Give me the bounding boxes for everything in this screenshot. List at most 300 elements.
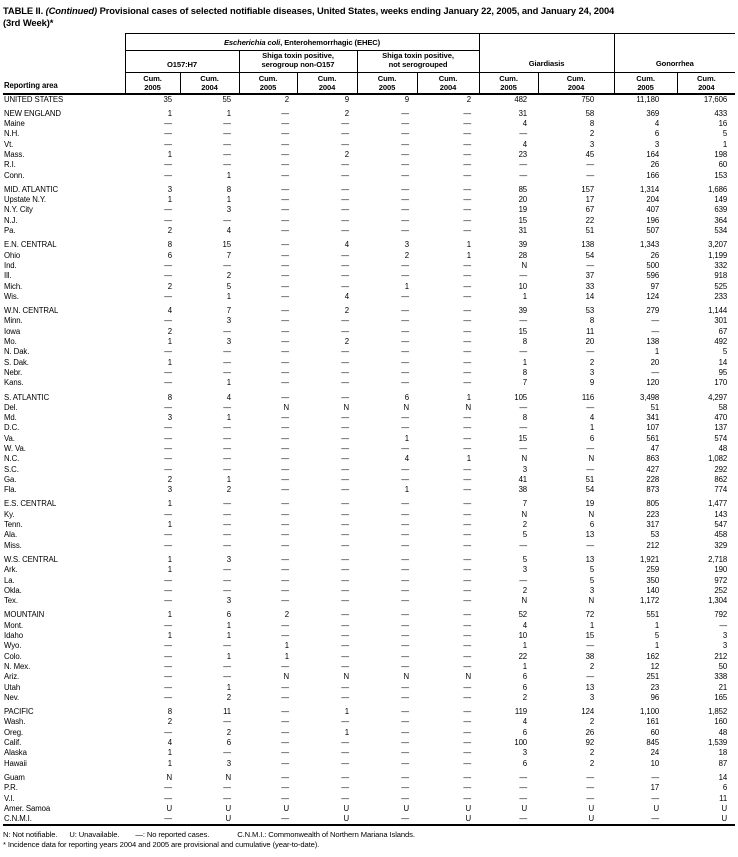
data-cell: — [586,672,595,682]
data-cell: 198 [714,149,728,159]
data-cell: 18 [718,748,728,758]
data-cell: — [281,727,289,737]
data-cell: 972 [714,575,728,585]
data-cell: — [401,631,409,641]
data-cell: — [281,195,289,205]
table-row [3,109,735,119]
cum-label: Cum. [697,73,716,83]
cum-label: Cum. [438,73,458,83]
row-label: Hawaii [4,758,27,768]
data-cell: — [586,347,595,357]
data-cell: 6 [589,433,595,443]
table-row [3,794,735,804]
data-cell: — [401,783,409,793]
data-cell: — [281,240,289,250]
data-cell: — [401,682,409,692]
data-cell: 3,498 [640,392,660,402]
data-cell: — [281,540,289,550]
data-cell: 8 [167,392,172,402]
data-cell: — [463,195,472,205]
data-cell: 4 [167,306,172,316]
data-cell: 3 [522,565,528,575]
data-cell: — [341,160,349,170]
data-cell: — [463,651,472,661]
data-cell: — [281,170,289,180]
data-cell: — [651,814,660,824]
data-cell: 1 [167,554,172,564]
data-cell: — [281,250,289,260]
data-cell: — [164,215,172,225]
data-cell: — [341,631,349,641]
data-cell: — [401,596,409,606]
row-label: Mass. [4,149,25,159]
row-label: Kans. [4,378,24,388]
data-cell: 1 [466,250,472,260]
data-cell: — [281,748,289,758]
data-cell: 1,199 [708,250,728,260]
data-cell: 8 [522,367,528,377]
subgroup-header-shiga-non-o157 [239,51,357,73]
data-cell: — [223,215,231,225]
table-row [3,444,735,454]
row-label: Conn. [4,170,25,180]
data-cell: 100 [514,738,528,748]
data-cell: — [223,433,231,443]
row-label: Tenn. [4,520,23,530]
data-cell: — [281,485,289,495]
data-cell: U [283,803,289,813]
data-cell: 166 [646,170,660,180]
table-row [3,393,735,403]
data-cell: N [343,672,349,682]
data-cell: — [463,316,472,326]
row-label: P.R. [4,783,18,793]
data-cell: N [588,596,595,606]
row-label: Wash. [4,717,26,727]
data-cell: 2 [589,748,595,758]
data-cell: — [281,326,289,336]
data-cell: 26 [585,727,595,737]
data-cell: 2 [167,226,172,236]
data-cell: N [588,454,595,464]
table-row [3,773,735,783]
data-cell: 5 [522,554,528,564]
data-cell: — [281,474,289,484]
row-label: N. Dak. [4,347,30,357]
data-cell: — [401,149,409,159]
data-cell: — [463,337,472,347]
data-cell: 301 [714,316,728,326]
data-cell: 54 [585,250,595,260]
data-cell: — [463,509,472,519]
data-cell: — [164,620,172,630]
data-cell: 5 [722,129,728,139]
data-cell: 2 [404,250,409,260]
data-cell: 48 [718,444,728,453]
data-cell: 1 [226,378,231,388]
data-cell: 1 [226,108,231,118]
data-cell: — [401,129,409,139]
data-cell: — [164,530,172,540]
data-cell: — [401,707,409,717]
data-cell: 53 [585,306,595,316]
data-cell: — [463,520,472,530]
data-cell: — [281,392,289,402]
data-cell: N [521,454,528,464]
data-cell: 26 [650,250,660,260]
data-cell: 2 [589,129,595,139]
cum-label: Cum. [499,73,518,83]
data-cell: 6 [522,758,528,768]
data-cell: 51 [650,402,660,412]
data-cell: 164 [646,149,660,159]
data-cell: 1,100 [640,707,660,717]
table-row [3,240,735,250]
data-cell: 5 [654,631,660,641]
data-cell: — [401,260,409,270]
data-cell: 8 [167,240,172,250]
data-cell: U [343,814,349,824]
data-cell: — [401,758,409,768]
row-label: Wyo. [4,641,22,651]
data-cell: — [281,281,289,291]
data-cell: 47 [650,444,660,453]
data-cell: — [281,661,289,671]
data-cell: — [164,170,172,180]
table-title [3,5,735,29]
data-cell: 1 [654,620,660,630]
cum-year: 2005 [378,82,396,92]
data-cell: 1 [167,499,172,509]
data-cell: — [164,793,172,803]
data-cell: — [341,205,349,215]
data-cell: 470 [714,413,728,423]
data-cell: 8 [226,184,231,194]
data-cell: 1,314 [640,184,660,194]
data-cell: — [401,160,409,170]
data-cell: — [463,326,472,336]
row-label: Nev. [4,692,20,702]
data-cell: — [401,226,409,236]
data-cell: — [463,281,472,291]
cum-year: 2004 [318,82,336,92]
data-cell: N [283,672,289,682]
data-cell: 6 [404,392,409,402]
data-cell: — [281,129,289,139]
data-cell: — [281,631,289,641]
data-cell: 1 [167,758,172,768]
data-cell: — [223,793,231,803]
row-label: Ga. [4,474,17,484]
data-cell: — [463,641,472,651]
data-cell: — [281,509,289,519]
data-cell: — [463,160,472,170]
data-cell: — [401,585,409,595]
data-cell: 58 [718,402,728,412]
data-cell: — [401,717,409,727]
row-label: Mont. [4,620,23,630]
data-cell: — [401,184,409,194]
data-cell: — [223,464,231,474]
data-cell: — [281,149,289,159]
table-row [3,652,735,662]
data-cell: 574 [714,433,728,443]
ehec-species-italic: Escherichia coli [223,37,281,47]
table-row [3,641,735,651]
data-cell: 500 [646,260,660,270]
data-cell: 1,686 [708,184,728,194]
data-cell: — [341,554,349,564]
data-cell: 22 [518,651,528,661]
data-cell: — [223,672,231,682]
data-cell: — [341,271,349,281]
footnote-legend-item-n: N: Not notifiable. [3,830,58,840]
data-cell: — [463,783,472,793]
data-cell: 10 [650,758,660,768]
data-cell: — [164,423,172,433]
row-label: UNITED STATES [4,94,64,104]
table-row [3,759,735,769]
data-cell: 228 [646,474,660,484]
data-cell: 1 [226,682,231,692]
data-cell: — [586,540,595,550]
row-label: Miss. [4,540,22,550]
data-cell: — [164,814,172,824]
data-cell: — [586,793,595,803]
row-label: Vt. [4,139,14,149]
data-cell: 2 [522,692,528,702]
data-cell: 50 [718,661,728,671]
data-cell: 7 [226,250,231,260]
data-cell: — [463,575,472,585]
data-cell: 9 [404,94,409,104]
footnote-legend [3,830,735,840]
data-cell: 105 [514,392,528,402]
footnote-incidence-note: * Incidence data for reporting years 2004 and 2005 are provisional and cumulative (year-to-date). [3,840,320,850]
data-cell: 160 [714,717,728,727]
data-cell: — [223,748,231,758]
data-cell: 97 [650,281,660,291]
table-row [3,251,735,261]
data-cell: 1,304 [708,596,728,606]
data-cell: — [281,758,289,768]
data-cell: 4 [589,413,595,423]
data-cell: 3 [522,748,528,758]
data-cell: — [341,444,349,453]
data-cell: 1 [522,291,528,301]
data-cell: — [164,129,172,139]
table-row [3,337,735,347]
data-cell: — [341,378,349,388]
data-cell: 2 [167,281,172,291]
data-cell: 96 [650,692,660,702]
data-cell: U [521,803,528,813]
data-cell: — [341,610,349,620]
data-cell: — [463,738,472,748]
data-cell: 35 [163,94,172,104]
data-cell: U [588,803,595,813]
data-cell: 4 [344,291,349,301]
data-cell: — [223,540,231,550]
data-cell: 12 [650,661,660,671]
data-cell: 13 [585,530,595,540]
data-cell: 39 [518,306,528,316]
data-cell: 3 [226,205,231,215]
data-cell: — [519,783,528,793]
data-cell: — [519,316,528,326]
data-cell: — [341,326,349,336]
table-row [3,119,735,129]
data-cell: 15 [518,326,528,336]
data-cell: — [401,291,409,301]
data-cell: 7 [522,499,528,509]
data-cell: 138 [646,337,660,347]
data-cell: — [164,454,172,464]
data-cell: U [465,814,472,824]
data-cell: 2 [344,306,349,316]
data-cell: — [223,119,231,129]
data-cell: — [341,250,349,260]
data-cell: 161 [646,717,660,727]
table-row [3,160,735,170]
data-cell: 3 [404,240,409,250]
data-cell: 292 [714,464,728,474]
data-cell: 15 [518,215,528,225]
data-cell: 1 [226,195,231,205]
data-cell: 1 [167,520,172,530]
table-row [3,672,735,682]
data-cell: 1 [167,631,172,641]
data-cell: — [164,651,172,661]
data-cell: 1,852 [708,707,728,717]
table-title-continued: (Continued) [45,5,98,16]
data-cell: 28 [518,250,528,260]
data-cell: 8 [589,119,595,129]
cum-year: 2004 [567,82,585,92]
table-row [3,520,735,530]
data-cell: — [223,509,231,519]
data-cell: — [463,748,472,758]
data-cell: — [519,170,528,180]
data-cell: — [341,316,349,326]
data-cell: — [164,139,172,149]
data-cell: — [519,423,528,433]
data-cell: — [223,641,231,651]
data-cell: — [281,585,289,595]
data-cell: — [341,260,349,270]
table-row [3,621,735,631]
data-cell: U [721,803,728,813]
data-cell: U [653,803,660,813]
data-cell: — [281,108,289,118]
data-cell: — [519,814,528,824]
data-cell: — [281,226,289,236]
data-cell: 1 [344,707,349,717]
data-cell: 2 [589,661,595,671]
data-cell: 1 [167,748,172,758]
data-cell: 2 [167,326,172,336]
table-row [3,413,735,423]
shiga-non-o157-line2: serogroup non-O157 [261,60,335,69]
data-cell: 3 [226,596,231,606]
table-row [3,465,735,475]
data-cell: 792 [714,610,728,620]
table-row [3,327,735,337]
data-cell: 1 [654,347,660,357]
data-cell: 11 [223,707,231,717]
data-cell: — [401,520,409,530]
row-label: Pa. [4,226,16,236]
data-cell: 1 [284,641,289,651]
data-cell: — [463,215,472,225]
data-cell: — [463,474,472,484]
ehec-group-rest: , Enterohemorrhagic (EHEC) [280,37,381,47]
cum-year-header [614,73,677,94]
data-cell: — [281,454,289,464]
data-cell: 1 [167,149,172,159]
data-cell: — [463,260,472,270]
data-cell: — [401,378,409,388]
table-row [3,454,735,464]
subgroup-header-shiga-not-serogrouped [357,51,479,73]
notifiable-diseases-table [3,33,735,826]
data-cell: — [401,444,409,453]
data-cell: 2 [226,271,231,281]
row-label: Ind. [4,260,17,270]
data-cell: — [164,378,172,388]
data-cell: 149 [714,195,728,205]
data-cell: 162 [646,651,660,661]
data-cell: — [223,149,231,159]
data-cell: 13 [585,682,595,692]
data-cell: 3 [654,139,660,149]
data-cell: N [521,596,528,606]
table-row [3,707,735,717]
data-cell: — [401,205,409,215]
data-cell: — [401,692,409,702]
data-cell: — [519,540,528,550]
data-cell: 251 [646,672,660,682]
data-cell: — [341,717,349,727]
data-cell: — [164,402,172,412]
data-cell: N [283,402,289,412]
row-label: Md. [4,413,17,423]
data-cell: — [463,108,472,118]
table-row [3,316,735,326]
data-cell: 1,172 [640,596,660,606]
data-cell: — [164,464,172,474]
cum-label: Cum. [636,73,655,83]
row-label: PACIFIC [4,707,34,717]
table-row [3,140,735,150]
data-cell: 2 [522,520,528,530]
data-cell: — [341,772,349,782]
cum-year-header [357,73,417,94]
row-label: Calif. [4,738,22,748]
data-cell: 525 [714,281,728,291]
data-cell: — [281,444,289,453]
data-cell: — [281,565,289,575]
data-cell: — [401,661,409,671]
header-row-groups [3,34,735,51]
ehec-group-header [125,34,479,51]
data-cell: — [341,499,349,509]
row-label: Colo. [4,651,22,661]
data-cell: 4 [522,139,528,149]
data-cell: 10 [518,281,528,291]
data-cell: — [341,509,349,519]
data-cell: 11,180 [636,94,660,104]
